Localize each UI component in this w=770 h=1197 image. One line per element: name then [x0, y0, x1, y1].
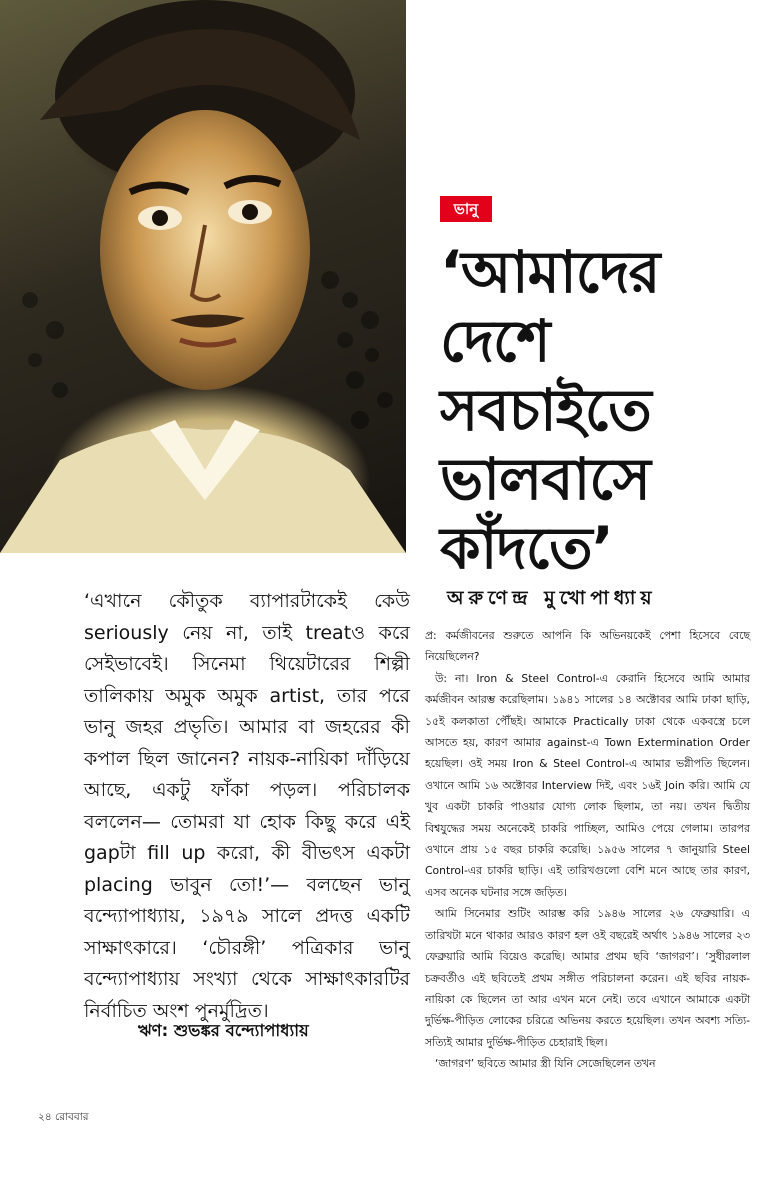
section-tag: ভানু: [440, 196, 492, 222]
column-paragraph: উ: না। Iron & Steel Control-এ কেরানি হিসেবে আমি আমার কর্মজীবন আরম্ভ করেছিলাম। ১৯৪১ সালের ১৪ অক্টোবর আমি ঢাকা ছাড়ি, ১৫ই কলকাতা পৌঁছই। আমাকে Practically ঢাকা থেকে একবস্ত্রে চলে আসতে হয়, কারণ আমার against-এ Town Extermination Order হয়েছিল। ওই সময় Iron & Steel Control-এ আমার ভগ্নীপতি ছিলেন। ওখানে আমি ১৬ অক্টোবর Interview দিই, এবং ১৬ই Join করি। আমি যে খুব একটা চাকরি পাওয়ার যোগ্য লোক ছিলাম, তা নয়। তখন দ্বিতীয় বিশ্বযুদ্ধের সময় অনেকেই চাকরি পাচ্ছিল, আমিও পেয়ে গেলাম। তারপর ওখানে প্রায় ১৫ বছর চাকরি করেছি। ১৯৫৬ সালের ৭ জানুয়ারি Steel Control-এর চাকরি ছাড়ি। এই তারিখগুলো বেশি মনে আছে তার কারণ, এসব অনেক ঘটনার সঙ্গে জড়িত।: [425, 671, 750, 899]
interview-column: [425, 625, 750, 1075]
headline-line: দেশে: [440, 307, 550, 375]
headline-line: সবচাইতে: [440, 376, 651, 444]
column-paragraph: ‘জাগরণ’ ছবিতে আমার স্ত্রী যিনি সেজেছিলেন তখন: [435, 1057, 656, 1071]
intro-pullquote: ‘এখানে কৌতুক ব্যাপারটাকেই কেউ seriously নেয় না, তাই treatও করে সেইভাবেই। সিনেমা থিয়েটারের শিল্পী তালিকায় অমুক অমুক artist, তার পরে ভানু জহর প্রভৃতি। আমার বা জহরের কী কপাল ছিল জানেন? নায়ক-নায়িকা দাঁড়িয়ে আছে, একটু ফাঁকা পড়ল। পরিচালক বললেন— তোমরা যা হোক কিছু করে এই gapটা fill up করো, কী বীভৎস একটা placing ভাবুন তো!’— বলছেন ভানু বন্দ্যোপাধ্যায়, ১৯৭৯ সালে প্রদত্ত একটি সাক্ষাৎকারে। ‘চৌরঙ্গী’ পত্রিকার ভানু বন্দ্যোপাধ্যায় সংখ্যা থেকে সাক্ষাৎকারটির নির্বাচিত অংশ পুনর্মুদ্রিত।: [84, 590, 410, 1022]
credit-line: ঋণ: শুভঙ্কর বন্দ্যোপাধ্যায়: [138, 1021, 309, 1040]
headline-line: ভালবাসে: [440, 445, 650, 513]
page-folio: ২৪ রোববার: [38, 1111, 89, 1123]
portrait-photo: [0, 0, 406, 553]
headline-line: ‘আমাদের: [440, 238, 660, 306]
column-paragraph: প্র: কর্মজীবনের শুরুতে আপনি কি অভিনয়কেই পেশা হিসেবে বেছে নিয়েছিলেন?: [425, 629, 750, 664]
author-byline: অরুণেন্দ্র মুখোপাধ্যায়: [447, 587, 657, 609]
right-pupil-shape: [242, 204, 258, 220]
headline: [440, 238, 760, 583]
portrait-illustration: [0, 0, 406, 553]
column-paragraph: আমি সিনেমার শুটিং আরম্ভ করি ১৯৪৬ সালের ২৬ ফেব্রুয়ারি। এ তারিখটা মনে থাকার আরও কারণ হল ওই বছরেই অর্থাৎ ১৯৪৬ সালের ২৩ ফেব্রুয়ারি আমি বিয়েও করেছি। আমার প্রথম ছবি ‘জাগরণ’। ‘সুধীরলাল চক্রবর্তীও এই ছবিতেই প্রথম সঙ্গীত পরিচালনা করেন। এই ছবির নায়ক-নায়িকা কে ছিলেন তা আর এখন মনে নেই। তবে এখানে আমাকে একটা দুর্ভিক্ষ-পীড়িত লোকের চরিত্রে অভিনয় করতে হয়েছিল। তখন অবশ্য সত্যি-সত্যিই আমার দুর্ভিক্ষ-পীড়িত চেহারাই ছিল।: [425, 907, 750, 1049]
face-shape: [100, 110, 310, 390]
left-pupil-shape: [152, 210, 168, 226]
headline-line: কাঁদতে’: [440, 514, 613, 582]
